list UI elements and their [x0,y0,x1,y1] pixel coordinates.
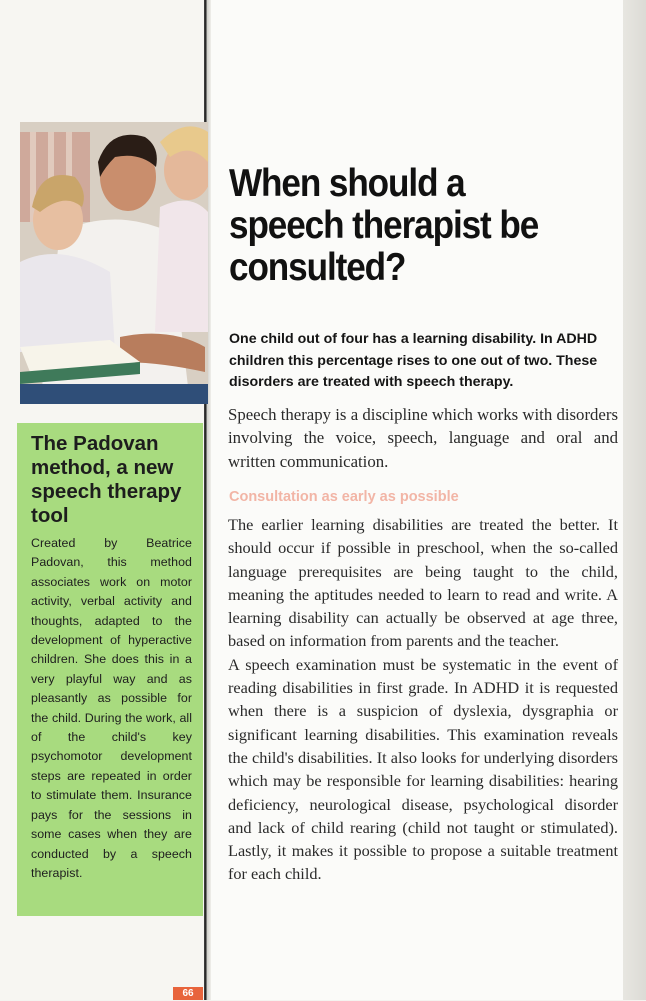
article-body [228,513,618,886]
sidebar-body: Created by Beatrice Padovan, this method associates work on motor activity, verbal activity and thoughts, adapted to the development of hyperactive children. She does this in a very playful way and as pleasantly as possible for the child. During the work, all of the child's key psychomotor development steps are repeated in order to stimulate them. Insurance pays for the sessions in some cases when they are conducted by a speech therapist. [31,536,192,880]
body-paragraph: A speech examination must be systematic in the event of reading disabilities in first grade. In ADHD it is requested when there is a suspicion of dyslexia, dysgraphia or significant learning disabilities. This examination reveals the child's disabilities. It also looks for underlying disorders which may be responsible for learning disabilities: hearing deficiency, neurological disease, psychological disorder and lack of child rearing (child not taught or stimulated). Lastly, it makes it possible to propose a suitable treatment for each child. [228,654,618,884]
page-number: 66 [173,987,203,1000]
article-intro: Speech therapy is a discipline which works with disorders involving the voice, speech, language and oral and written communication. [228,405,618,471]
article-headline: When should a speech therapist be consulted? [229,162,539,289]
padovan-sidebar [17,423,203,916]
article-subhead: Consultation as early as possible [229,489,459,505]
family-reading-photo [20,122,208,404]
sidebar-title: The Padovan method, a new speech therapy tool [31,432,182,527]
next-page-edge [623,0,646,1000]
body-paragraph: The earlier learning disabilities are treated the better. It should occur if possible in preschool, when the so-called language prerequisites are being taught to the child, meaning the aptitudes needed to learn to read and write. A learning disability can actually be observed at age three, based on information from parents and the teacher. [228,515,618,651]
article-lead: One child out of four has a learning disability. In ADHD children this percentage rises to one out of two. These disorders are treated with speech therapy. [229,331,598,390]
